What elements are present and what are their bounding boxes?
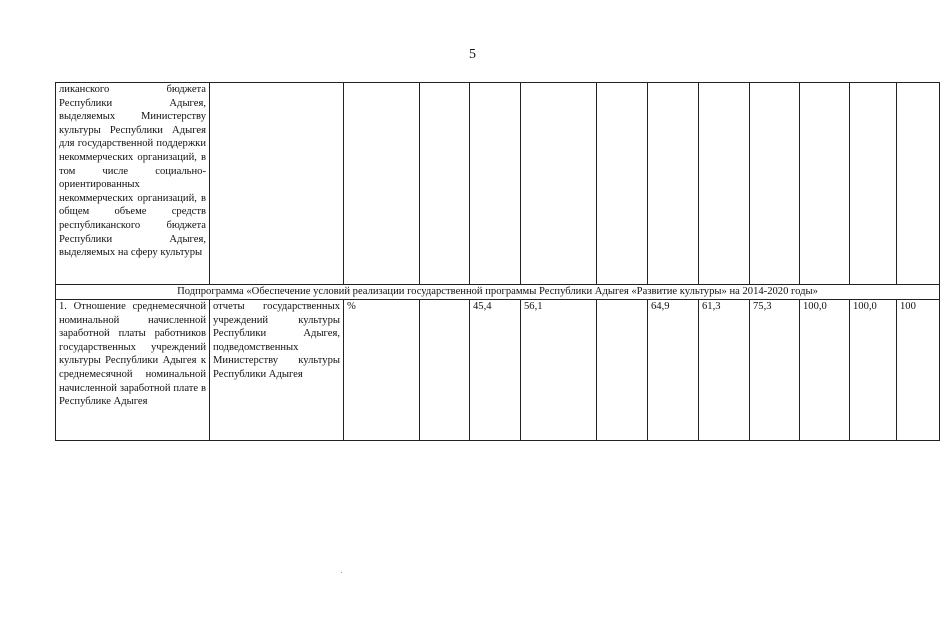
unit-cell: % <box>344 300 420 441</box>
empty-cell <box>750 83 800 285</box>
empty-cell <box>210 83 344 285</box>
value-cell: 100,0 <box>800 300 850 441</box>
value-cell <box>597 300 648 441</box>
table-row-continued <box>56 83 940 285</box>
value-cell: 100 <box>897 300 940 441</box>
empty-cell <box>800 83 850 285</box>
empty-cell <box>648 83 699 285</box>
empty-cell <box>420 83 470 285</box>
empty-cell <box>470 83 521 285</box>
table-row-subprogram <box>56 285 940 300</box>
table-row-indicator <box>56 300 940 441</box>
value-cell <box>420 300 470 441</box>
value-cell: 75,3 <box>750 300 800 441</box>
value-cell: 45,4 <box>470 300 521 441</box>
value-cell: 61,3 <box>699 300 750 441</box>
empty-cell <box>344 83 420 285</box>
value-cell: 100,0 <box>850 300 897 441</box>
empty-cell <box>597 83 648 285</box>
indicator-description-cell: ликанского бюджета Республики Адыгея, выделяемых Министерству культуры Республики Адыгея для государственной поддержки некоммерческих организаций, в том числе социально-ориентированных некоммерческих организаций, в общем объеме средств республиканского бюджета Республики Адыгея, выделяемых на сферу культуры <box>56 83 210 285</box>
value-cell: 64,9 <box>648 300 699 441</box>
empty-cell <box>699 83 750 285</box>
value-cell: 56,1 <box>521 300 597 441</box>
page-number: 5 <box>469 47 476 62</box>
indicator-name-cell: 1. Отношение среднемесячной номинальной начисленной заработной платы работников государственных учреждений культуры Республики Адыгея к среднемесячной номинальной начисленной заработной плате в Республике Адыгея <box>56 300 210 441</box>
empty-cell <box>897 83 940 285</box>
indicators-table <box>55 82 940 441</box>
empty-cell <box>521 83 597 285</box>
empty-cell <box>850 83 897 285</box>
scan-speck <box>341 572 342 573</box>
subprogram-title: Подпрограмма «Обеспечение условий реализации государственной программы Республики Адыгея «Развитие культуры» на 2014-2020 годы» <box>56 285 940 300</box>
source-cell: отчеты государственных учреждений культуры Республики Адыгея, подведомственных Министерству культуры Республики Адыгея <box>210 300 344 441</box>
